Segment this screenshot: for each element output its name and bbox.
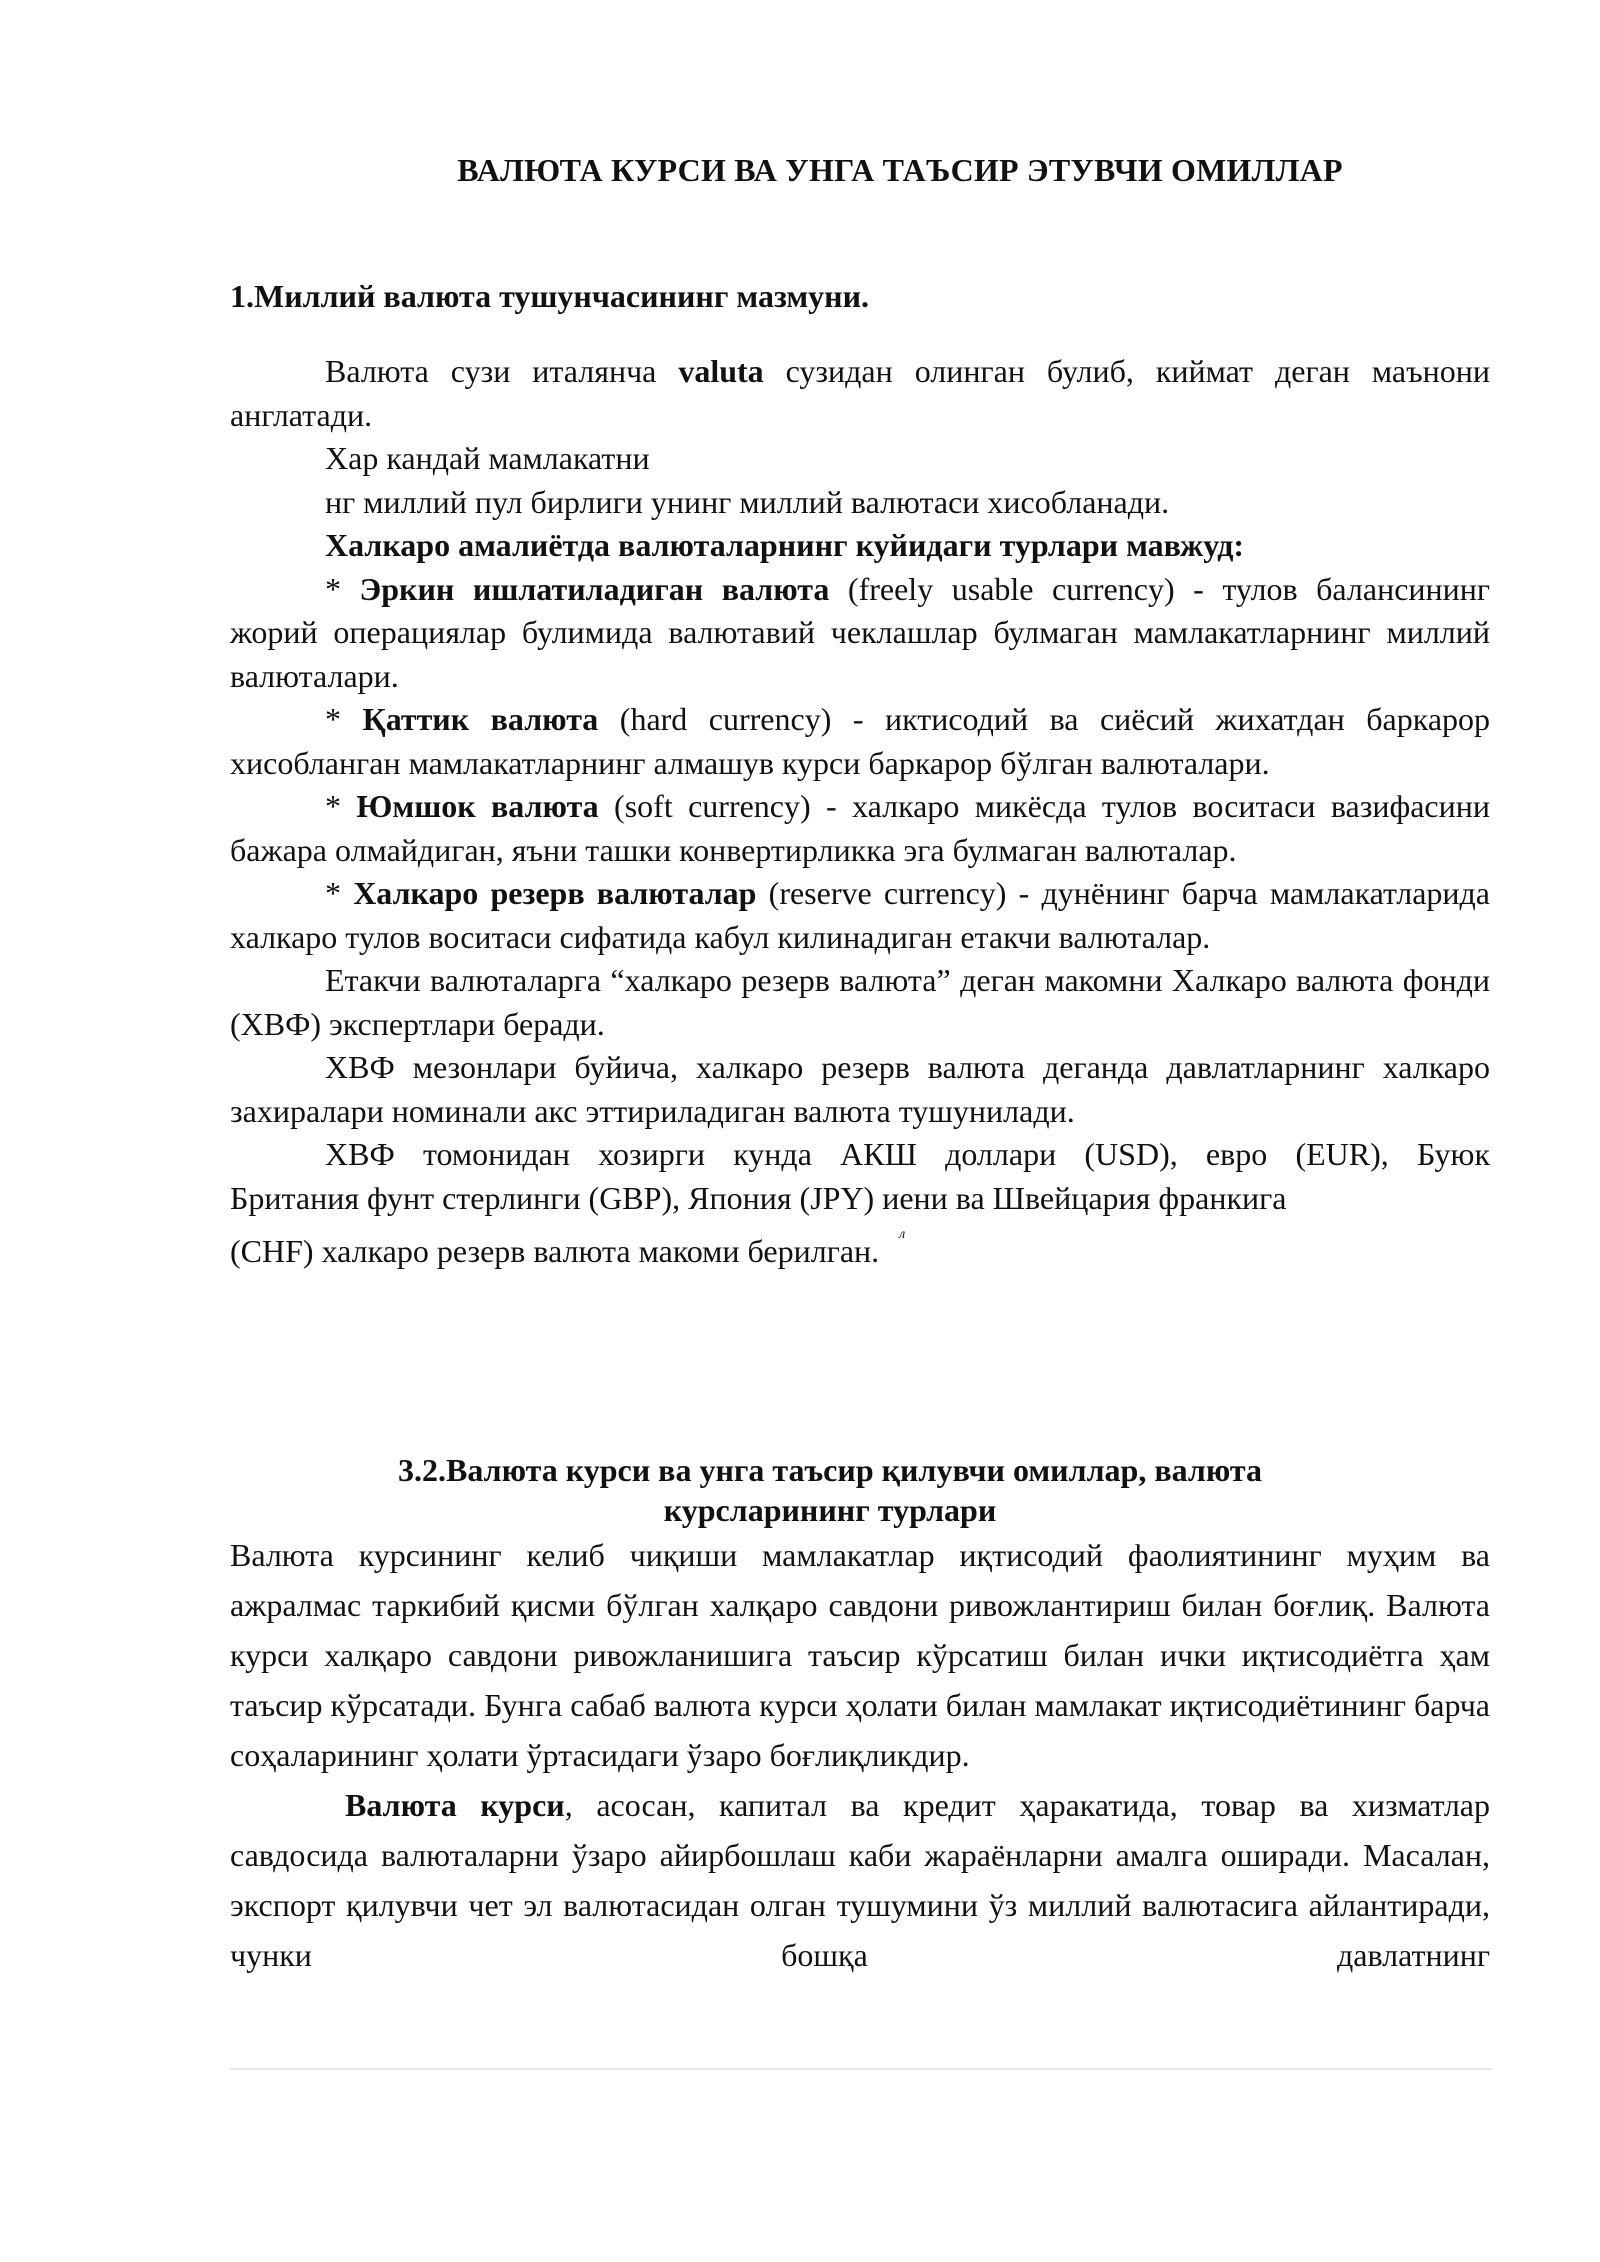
paragraph-line: ХВФ томонидан хозирги кунда АКШ доллари (USD), евро (EUR), Буюк <box>325 1136 1490 1172</box>
list-item <box>230 698 1490 785</box>
paragraph-line: Британия фунт стерлинги (GBP), Япония (JPY) иени ва Швейцария франкига <box>230 1179 1287 1216</box>
text-run: (hard currency) - иктисодий ва сиёсий жихатдан баркарор хисобланган мамлакатларнинг алмашув курси баркарор бўлган валюталари. <box>230 701 1491 781</box>
section-heading-1: 1.Миллий валюта тушунчасининг мазмуни. <box>230 278 870 314</box>
paragraph <box>230 1780 1490 1980</box>
text-run: сузидан олинган булиб, киймат деган маънони англатади. <box>230 353 1490 433</box>
section-heading-2-line-1: 3.2.Валюта курси ва унга таъсир қилувчи омиллар, валюта <box>398 1452 1262 1488</box>
footnote-mark: л <box>899 1227 906 1242</box>
section-1-body <box>230 350 1490 1281</box>
bullet-star: * <box>325 875 354 911</box>
bold-term: Валюта курси <box>345 1787 565 1823</box>
text-run: (freely usable currency) - тулов балансининг жорий операциялар булимида валютавий чеклашлар булмаган мамлакатларнинг миллий валюталари. <box>230 570 1491 694</box>
paragraph <box>230 350 1490 437</box>
paragraph-line <box>230 1227 1490 1281</box>
paragraph: ХВФ мезонлари буйича, халкаро резерв валюта деганда давлатларнинг халкаро захиралари номинали акс эттириладиган валюта тушунилади. <box>230 1049 1490 1129</box>
section-2 <box>230 1450 1490 1980</box>
paragraph: Хар кандай мамлакатни <box>325 440 650 476</box>
list-item <box>230 872 1490 959</box>
bullet-star: * <box>325 701 363 737</box>
paragraph: Валюта курсининг келиб чиқиши мамлакатлар иқтисодий фаолиятининг муҳим ва ажралмас таркибий қисми бўлган халқаро савдони ривожлантириш билан боғлиқ. Валюта курси халқаро савдони ривожланишига таъсир кўрсатиш билан ички иқтисодиётга ҳам таъсир кўрсатади. Бунга сабаб валюта курси ҳолати билан мамлакат иқтисодиётининг барча соҳаларининг ҳолати ўртасидаги ўзаро боғлиқликдир. <box>230 1537 1490 1773</box>
bullet-star: * <box>325 788 357 824</box>
text-run: (CHF) халкаро резерв валюта макоми берилган. <box>230 1233 880 1269</box>
text-run: Валюта сузи италянча <box>325 353 679 389</box>
bold-term: Эркин ишлатиладиган валюта <box>359 570 830 607</box>
paragraph: Етакчи валюталарга “халкаро резерв валюта” деган макомни Халкаро валюта фонди (ХВФ) экспертлари беради. <box>230 962 1490 1042</box>
list-item <box>230 785 1490 872</box>
page-divider <box>230 2068 1492 2070</box>
list-item <box>230 568 1490 699</box>
bullet-star: * <box>325 570 360 607</box>
paragraph-bold: Халкаро амалиётда валюталарнинг куйидаги турлари мавжуд: <box>325 527 1245 563</box>
bold-term: Қаттик валюта <box>362 701 599 737</box>
text-run: (soft currency) - халкаро микёсда тулов воситаси вазифасини бажара олмайдиган, яъни ташки конвертирликка эга булмаган валюталар. <box>230 788 1491 868</box>
text-run: , асосан, капитал ва кредит ҳаракатида, товар ва хизматлар савдосида валюталарни ўзаро айирбошлаш каби жараёнларни амалга оширади. Масалан, экспорт қилувчи чет эл валютасидан олган тушумини ўз миллий валютасига айлантиради, чунки бошқа давлатнинг <box>230 1787 1490 1973</box>
text-run: (reserve currency) - дунёнинг барча мамлакатларида халкаро тулов воситаси сифатида кабул килинадиган етакчи валюталар. <box>230 875 1491 955</box>
paragraph: нг миллий пул бирлиги унинг миллий валютаси хисобланади. <box>325 483 1170 520</box>
document-title: ВАЛЮТА КУРСИ ВА УНГА ТАЪСИР ЭТУВЧИ ОМИЛЛАР <box>457 152 1343 188</box>
bold-term: Юмшок валюта <box>356 788 599 824</box>
bold-term: Халкаро резерв валюталар <box>353 875 757 911</box>
section-heading-2-line-2: курсларининг турлари <box>663 1492 997 1528</box>
bold-term: valuta <box>678 353 764 389</box>
